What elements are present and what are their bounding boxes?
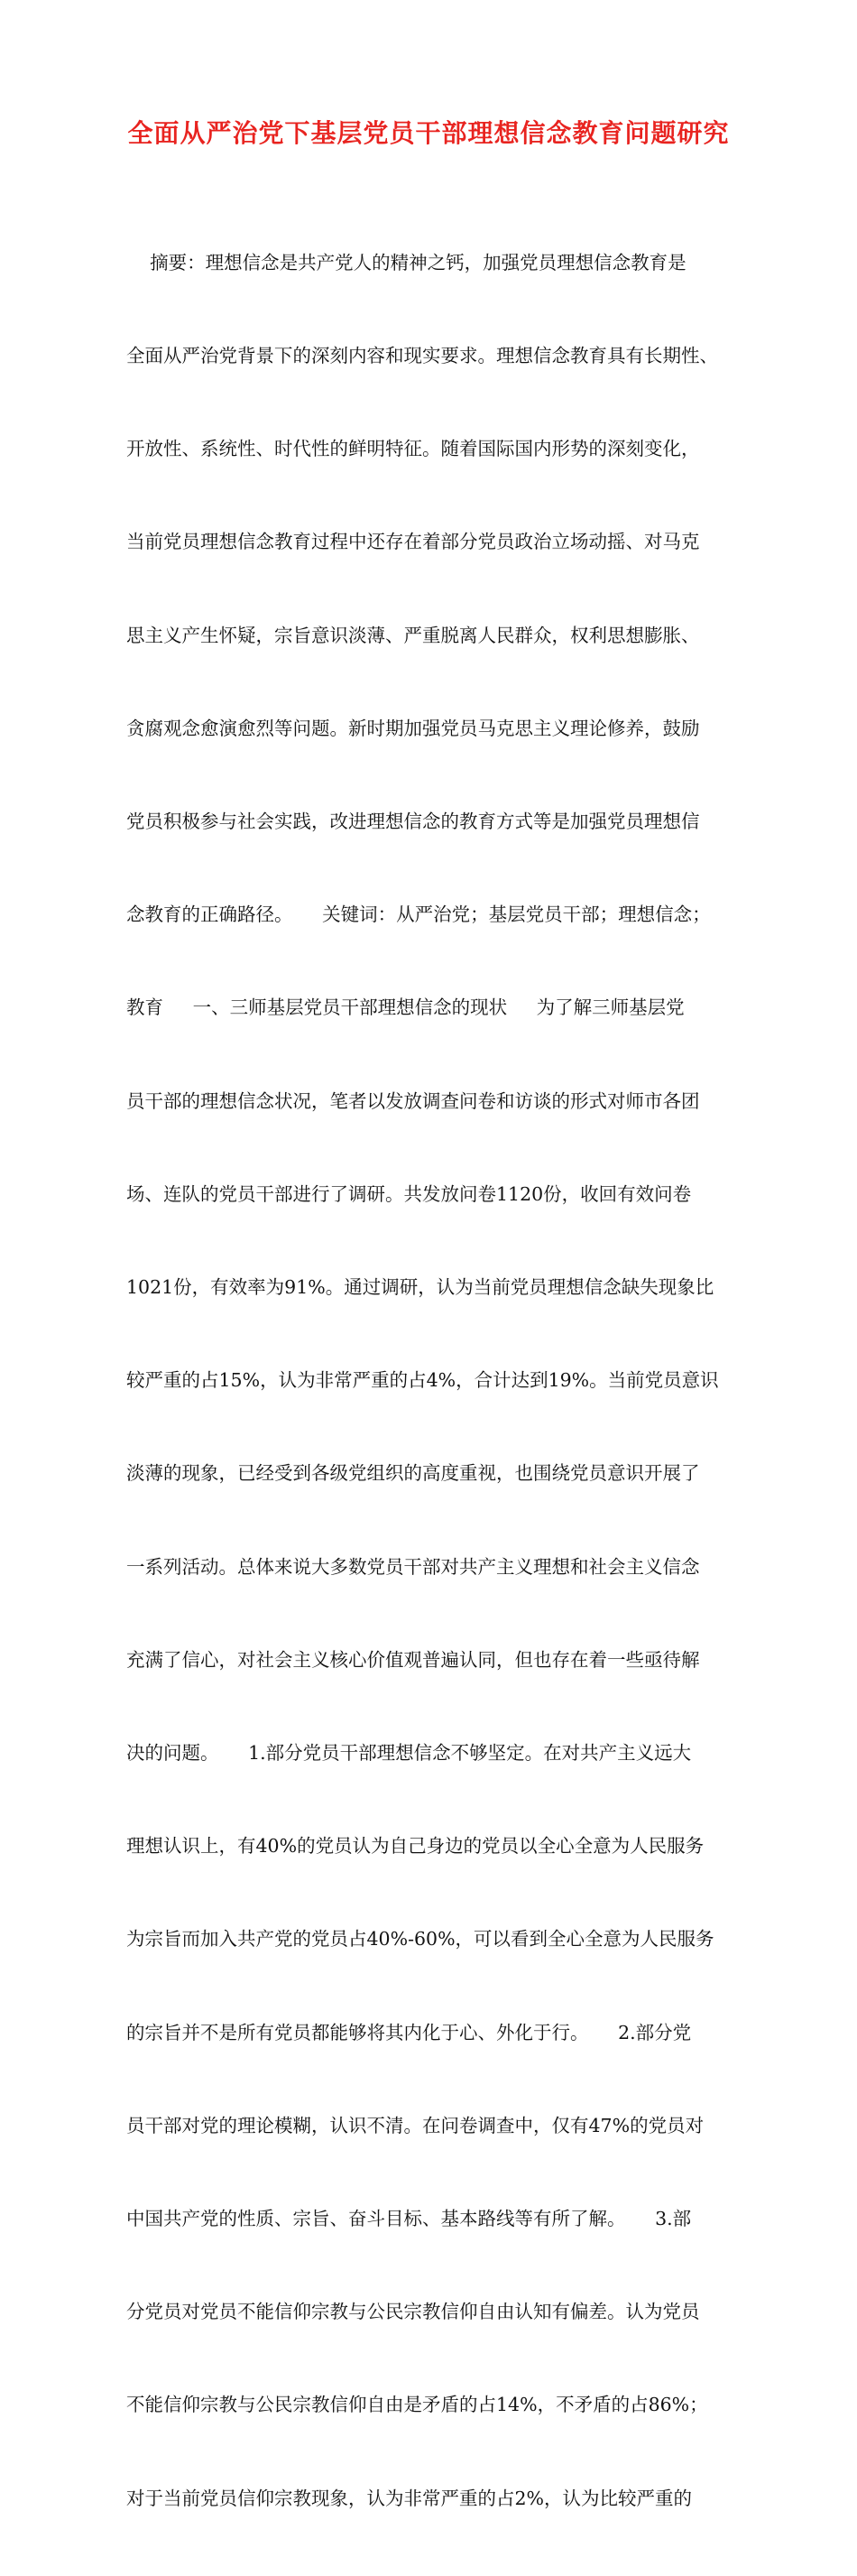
- body-line: 对于当前党员信仰宗教现象，认为非常严重的占2%，认为比较严重的: [126, 2487, 693, 2509]
- document-body: [126, 185, 749, 2576]
- body-line: 分党员对党员不能信仰宗教与公民宗教信仰自由认知有偏差。认为党员: [126, 2301, 700, 2323]
- body-line: 1021份，有效率为91%。通过调研，认为当前党员理想信念缺失现象比: [126, 1276, 714, 1299]
- body-line: 当前党员理想信念教育过程中还存在着部分党员政治立场动摇、对马克: [126, 531, 700, 553]
- body-line: 员干部对党的理论模糊，认识不清。在问卷调查中，仅有47%的党员对: [126, 2114, 705, 2136]
- body-line: 的宗旨并不是所有党员都能够将其内化于心、外化于行。 2.部分党: [126, 2021, 692, 2043]
- body-line: 理想认识上，有40%的党员认为自己身边的党员以全心全意为人民服务: [126, 1835, 705, 1858]
- body-line: 为宗旨而加入共产党的党员占40%-60%，可以看到全心全意为人民服务: [126, 1928, 714, 1951]
- body-line: 充满了信心，对社会主义核心价值观普遍认同，但也存在着一些亟待解: [126, 1648, 700, 1671]
- body-line: 党员积极参与社会实践，改进理想信念的教育方式等是加强党员理想信: [126, 811, 700, 833]
- body-line: 淡薄的现象，已经受到各级党组织的高度重视，也围绕党员意识开展了: [126, 1462, 700, 1485]
- body-line: 念教育的正确路径。 关键词：从严治党；基层党员干部；理想信念；: [126, 903, 711, 926]
- body-line: 贪腐观念愈演愈烈等问题。新时期加强党员马克思主义理论修养，鼓励: [126, 717, 700, 739]
- body-line: 决的问题。 1.部分党员干部理想信念不够坚定。在对共产主义远大: [126, 1742, 692, 1765]
- body-line: 教育 一、三师基层党员干部理想信念的现状 为了解三师基层党: [126, 996, 685, 1019]
- body-line: 摘要：理想信念是共产党人的精神之钙，加强党员理想信念教育是: [126, 251, 687, 273]
- document-title: 全面从严治党下基层党员干部理想信念教育问题研究: [127, 118, 730, 148]
- body-line: 场、连队的党员干部进行了调研。共发放问卷1120份，收回有效问卷: [126, 1182, 692, 1205]
- body-line: 一系列活动。总体来说大多数党员干部对共产主义理想和社会主义信念: [126, 1555, 700, 1578]
- body-line: 中国共产党的性质、宗旨、奋斗目标、基本路线等有所了解。 3.部: [126, 2208, 692, 2230]
- body-line: 思主义产生怀疑，宗旨意识淡薄、严重脱离人民群众，权利思想膨胀、: [126, 624, 700, 646]
- body-line: 不能信仰宗教与公民宗教信仰自由是矛盾的占14%，不矛盾的占86%；: [126, 2394, 708, 2416]
- body-line: 较严重的占15%，认为非常严重的占4%，合计达到19%。当前党员意识: [126, 1369, 719, 1392]
- body-line: 开放性、系统性、时代性的鲜明特征。随着国际国内形势的深刻变化，: [126, 438, 700, 460]
- body-line: 全面从严治党背景下的深刻内容和现实要求。理想信念教育具有长期性、: [126, 345, 718, 367]
- body-line: 员干部的理想信念状况，笔者以发放调查问卷和访谈的形式对师市各团: [126, 1089, 700, 1112]
